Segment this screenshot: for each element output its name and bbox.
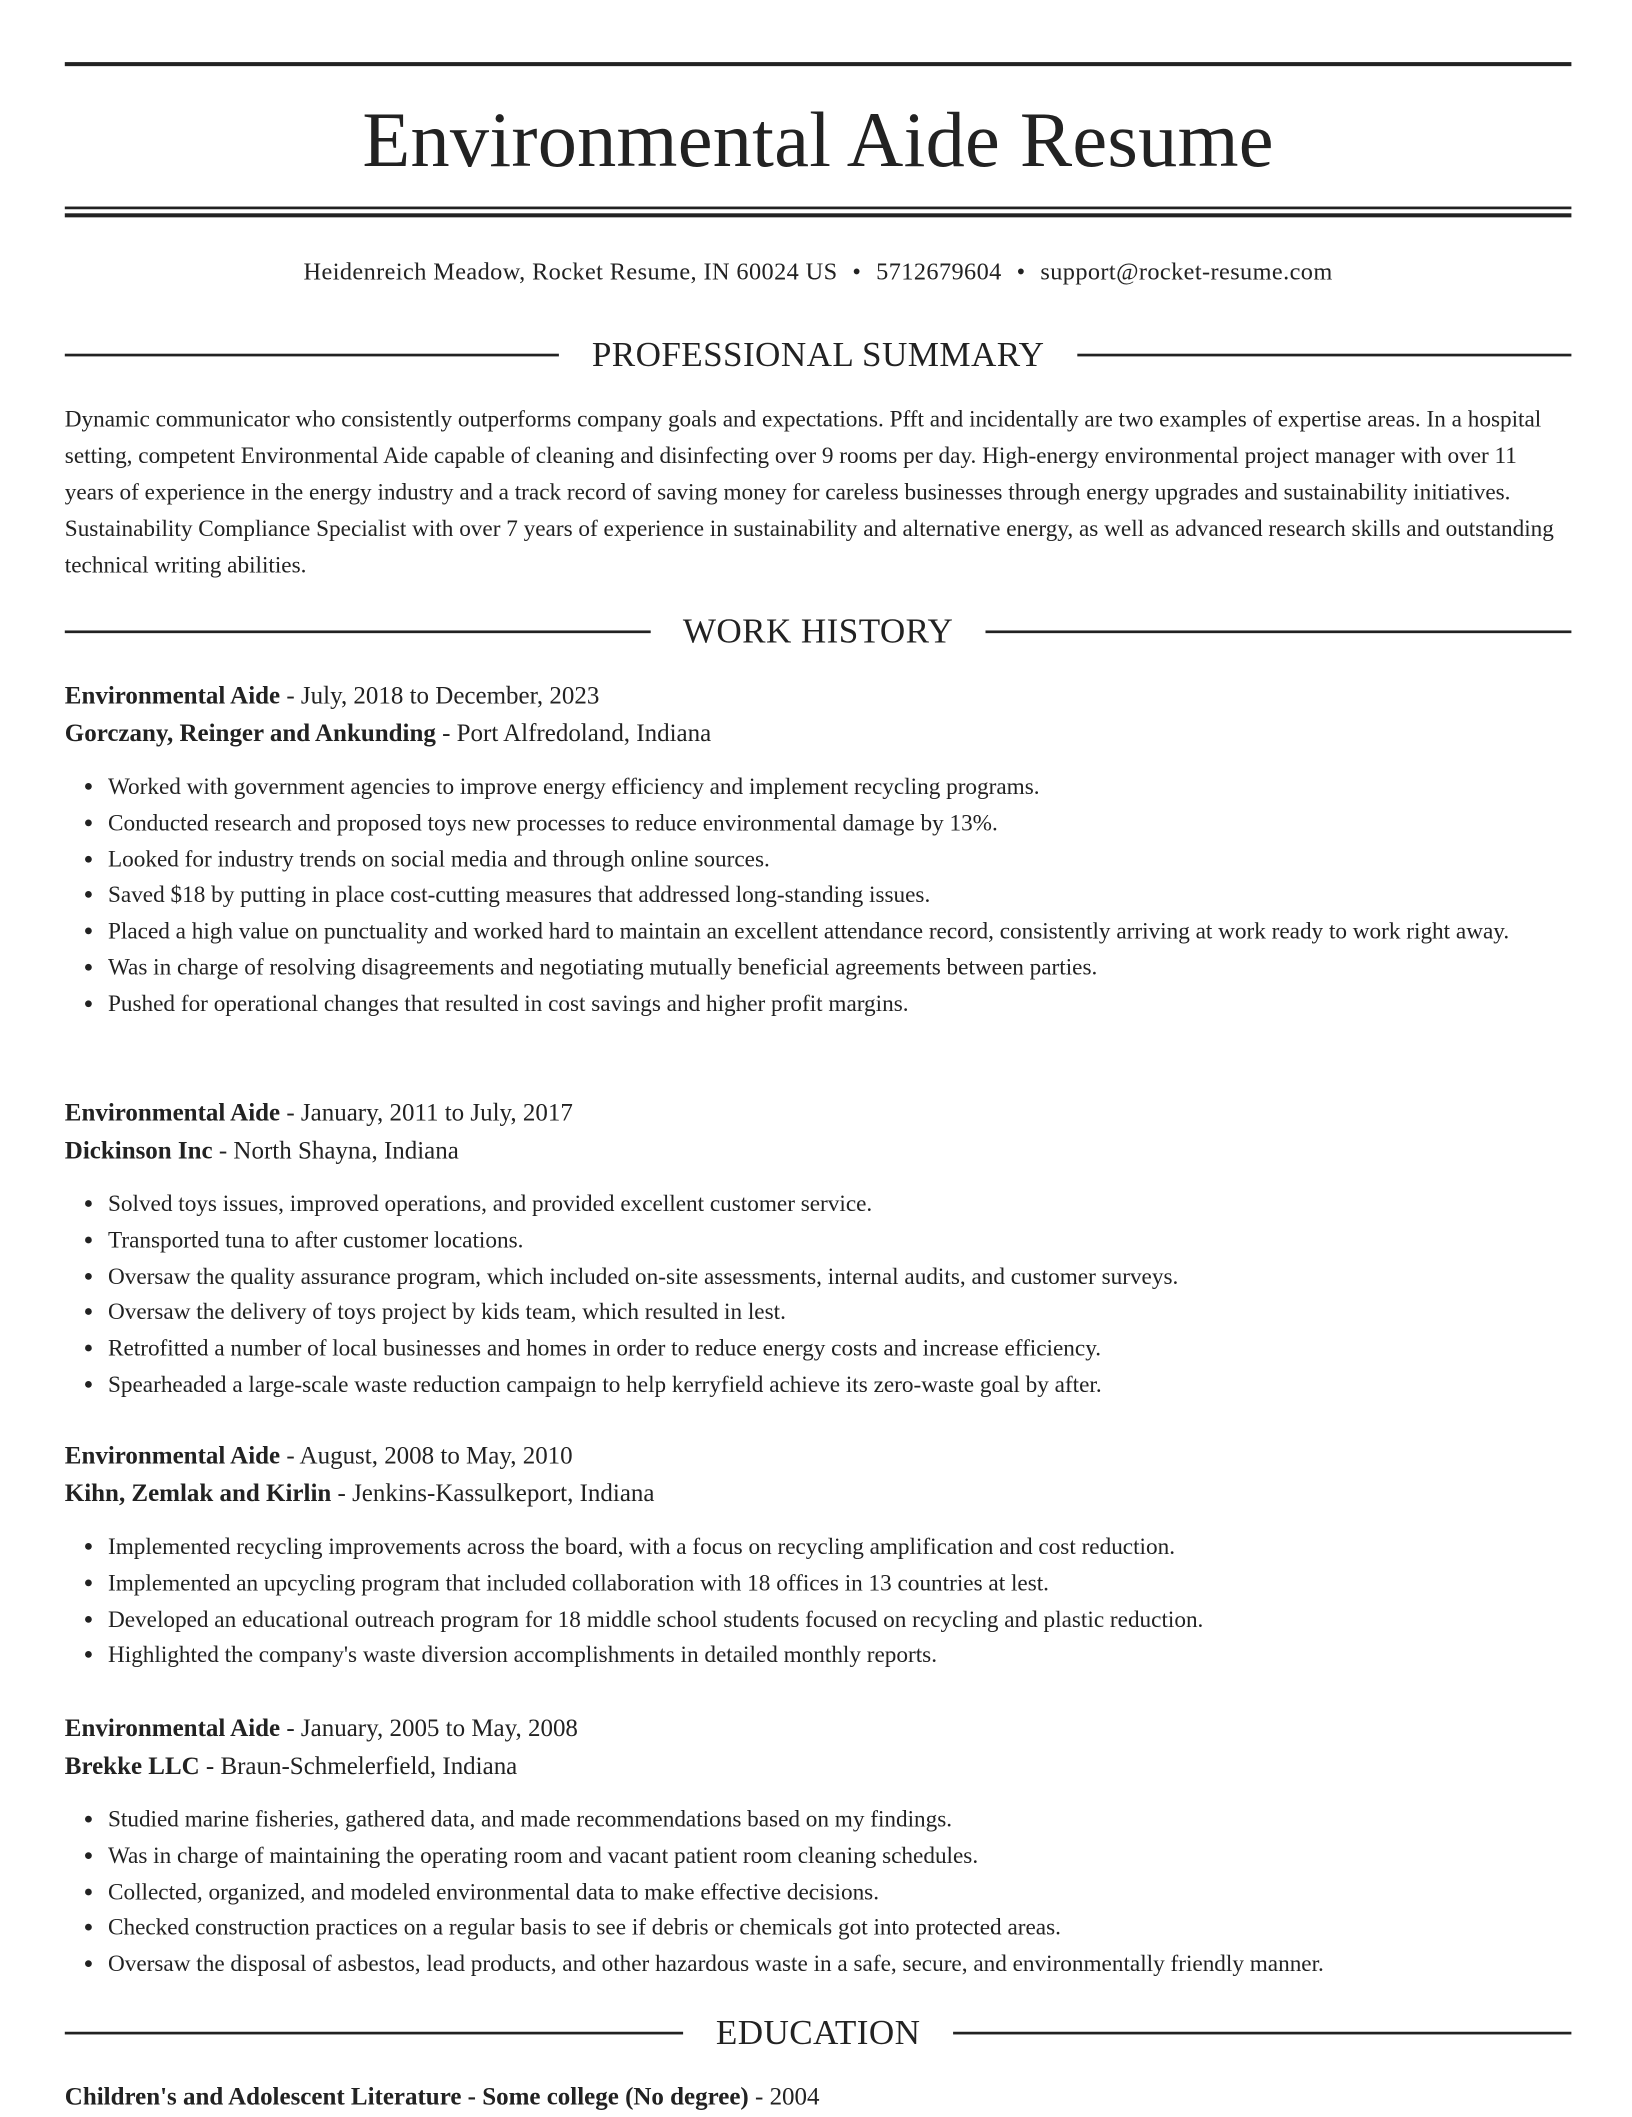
job-dates: - July, 2018 to December, 2023: [280, 683, 600, 711]
job-company-line: [65, 716, 1572, 754]
education-entry: [65, 2079, 1572, 2117]
title-double-rule: [65, 207, 1572, 218]
job-title-line: [65, 1710, 1572, 1748]
job-bullets: [65, 1802, 1572, 1983]
section-heading-label: PROFESSIONAL SUMMARY: [591, 334, 1045, 374]
job-bullet: • Pushed for operational changes that resulted in cost savings and higher profit margins.: [108, 987, 1571, 1023]
job-bullet: • Spearheaded a large-scale waste reduction campaign to help kerryfield achieve its zero-waste goal by after.: [108, 1368, 1571, 1404]
top-rule: [65, 62, 1572, 66]
job-bullet: • Was in charge of resolving disagreements and negotiating mutually beneficial agreements between parties.: [108, 950, 1571, 986]
job-bullet: • Oversaw the delivery of toys project by kids team, which resulted in lest.: [108, 1295, 1571, 1331]
section-heading-label: WORK HISTORY: [682, 611, 954, 651]
job-title: Environmental Aide: [64, 1443, 281, 1471]
job-dates: - January, 2011 to July, 2017: [280, 1100, 573, 1128]
contact-line: [65, 254, 1572, 289]
job-company: Dickinson Inc: [64, 1138, 213, 1166]
job-entry: [65, 678, 1572, 1023]
job-dates: - January, 2005 to May, 2008: [280, 1715, 578, 1743]
job-bullet: • Developed an educational outreach program for 18 middle school students focused on recycling and plastic reduction.: [108, 1602, 1571, 1638]
contact-phone: 5712679604: [876, 257, 1002, 285]
job-company: Gorczany, Reinger and Ankunding: [64, 720, 436, 748]
contact-separator: •: [852, 257, 862, 285]
job-company-line: [65, 1476, 1572, 1514]
job-entry: [65, 1710, 1572, 1983]
job-bullet: • Conducted research and proposed toys new processes to reduce environmental damage by 13%.: [108, 806, 1571, 842]
job-bullet: • Retrofitted a number of local businesses and homes in order to reduce energy costs and increase efficiency.: [108, 1331, 1571, 1367]
job-company-line: [65, 1748, 1572, 1786]
job-bullet: • Oversaw the disposal of asbestos, lead products, and other hazardous waste in a safe, secure, and environmentally friendly manner.: [108, 1947, 1571, 1983]
job-title-line: [65, 1438, 1572, 1476]
job-bullet: • Solved toys issues, improved operations, and provided excellent customer service.: [108, 1187, 1571, 1223]
job-bullets: [65, 770, 1572, 1023]
job-title: Environmental Aide: [64, 1715, 281, 1743]
job-bullet: • Transported tuna to after customer locations.: [108, 1223, 1571, 1259]
job-entry: [65, 1438, 1572, 1675]
education-year: - 2004: [748, 2084, 820, 2112]
job-title: Environmental Aide: [64, 683, 281, 711]
job-bullet: • Saved $18 by putting in place cost-cutting measures that addressed long-standing issues.: [108, 878, 1571, 914]
job-company-line: [65, 1133, 1572, 1171]
contact-address: Heidenreich Meadow, Rocket Resume, IN 60024 US: [303, 257, 838, 285]
job-bullet: • Looked for industry trends on social media and through online sources.: [108, 842, 1571, 878]
job-dates: - August, 2008 to May, 2010: [280, 1443, 573, 1471]
contact-email: support@rocket-resume.com: [1040, 257, 1333, 285]
job-location: - Braun-Schmelerfield, Indiana: [199, 1753, 518, 1781]
job-bullet: • Highlighted the company's waste diversion accomplishments in detailed monthly reports.: [108, 1638, 1571, 1674]
professional-summary: Dynamic communicator who consistently outperforms company goals and expectations. Pfft and incidentally are two examples of expertise areas. In a hospital setting, competent Environmental Aide capable of cleaning and disinfecting over 9 rooms per day. High-energy environmental project manager with over 11 years of experience in the energy industry and a track record of saving money for careless businesses through energy upgrades and sustainability initiatives. Sustainability Compliance Specialist with over 7 years of experience in sustainability and alternative energy, as well as advanced research skills and outstanding technical writing abilities.: [64, 406, 1554, 578]
job-bullet: • Worked with government agencies to improve energy efficiency and implement recycling programs.: [108, 770, 1571, 806]
section-heading-label: EDUCATION: [715, 2012, 921, 2052]
job-bullet: • Oversaw the quality assurance program, which included on-site assessments, internal audits, and customer surveys.: [108, 1259, 1571, 1295]
contact-separator: •: [1016, 257, 1026, 285]
job-title-line: [65, 1095, 1572, 1133]
job-company: Kihn, Zemlak and Kirlin: [64, 1480, 332, 1508]
section-heading-work-history: [65, 610, 1572, 653]
job-title-line: [65, 678, 1572, 716]
job-entry: [65, 1095, 1572, 1404]
job-company: Brekke LLC: [64, 1753, 200, 1781]
job-location: - Port Alfredoland, Indiana: [435, 720, 712, 748]
job-bullets: [65, 1530, 1572, 1675]
job-bullet: • Checked construction practices on a regular basis to see if debris or chemicals got into protected areas.: [108, 1911, 1571, 1947]
job-bullet: • Collected, organized, and modeled environmental data to make effective decisions.: [108, 1875, 1571, 1911]
job-bullet: • Studied marine fisheries, gathered data, and made recommendations based on my findings.: [108, 1802, 1571, 1838]
job-bullet: • Implemented recycling improvements across the board, with a focus on recycling amplification and cost reduction.: [108, 1530, 1571, 1566]
job-bullets: [65, 1187, 1572, 1404]
job-bullet: • Was in charge of maintaining the operating room and vacant patient room cleaning schedules.: [108, 1838, 1571, 1874]
education-degree: Children's and Adolescent Literature - Some college (No degree): [64, 2084, 749, 2112]
job-bullet: • Placed a high value on punctuality and worked hard to maintain an excellent attendance record, consistently arriving at work ready to work right away.: [108, 914, 1571, 950]
job-location: - North Shayna, Indiana: [212, 1138, 459, 1166]
job-title: Environmental Aide: [64, 1100, 281, 1128]
section-heading-education: [65, 2012, 1572, 2055]
section-heading-summary: [65, 333, 1572, 376]
job-location: - Jenkins-Kassulkeport, Indiana: [331, 1480, 655, 1508]
resume-title: Environmental Aide Resume: [362, 95, 1274, 184]
job-bullet: • Implemented an upcycling program that included collaboration with 18 offices in 13 countries at lest.: [108, 1566, 1571, 1602]
